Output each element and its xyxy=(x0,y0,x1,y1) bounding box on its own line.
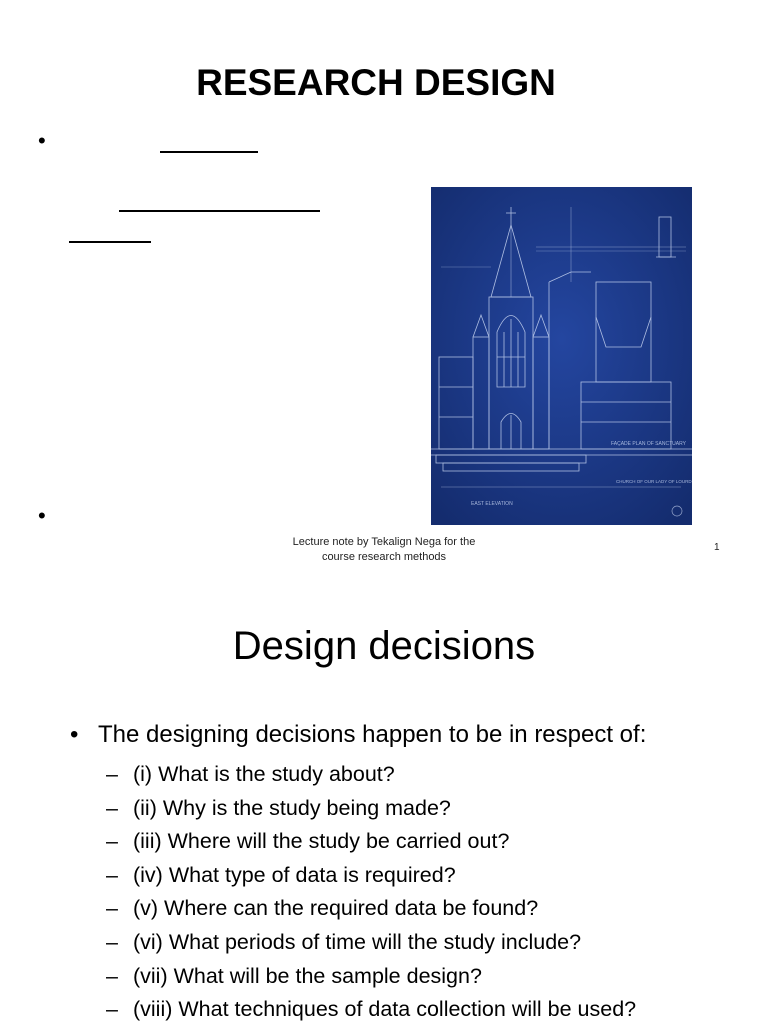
list-item xyxy=(106,993,636,1027)
main-bullet xyxy=(70,720,646,750)
slide-title: RESEARCH DESIGN xyxy=(196,62,556,103)
sub-bullet-list xyxy=(106,758,636,1027)
footer-note xyxy=(270,535,498,565)
dash-marker: – xyxy=(106,997,118,1022)
dash-marker: – xyxy=(106,829,118,854)
blank-underline xyxy=(69,241,151,243)
page-number: 1 xyxy=(714,542,720,553)
blank-underline xyxy=(160,151,258,153)
blueprint-label: EAST ELEVATION xyxy=(471,501,513,507)
list-item-text: (iii) Where will the study be carried out? xyxy=(133,829,510,854)
dash-marker: – xyxy=(106,896,118,921)
list-item-text: (v) Where can the required data be found? xyxy=(133,896,539,921)
list-item xyxy=(106,892,636,926)
list-item-text: (vi) What periods of time will the study include? xyxy=(133,929,582,954)
footer-note-line: Lecture note by Tekalign Nega for the xyxy=(292,536,476,548)
blueprint-label: CHURCH OF OUR LADY OF LOURDES xyxy=(616,479,692,484)
list-item xyxy=(106,926,636,960)
bullet-marker: • xyxy=(70,721,79,748)
list-item-text: (iv) What type of data is required? xyxy=(133,862,456,887)
blueprint-image xyxy=(431,187,692,525)
list-item xyxy=(106,859,636,893)
slide-title: Design decisions xyxy=(232,624,536,668)
list-item xyxy=(106,825,636,859)
blank-underline xyxy=(119,210,320,212)
list-item xyxy=(106,960,636,994)
list-item-text: (i) What is the study about? xyxy=(133,762,395,786)
bullet-marker: • xyxy=(38,128,46,153)
church-blueprint-drawing xyxy=(431,187,692,525)
dash-marker: – xyxy=(106,762,118,786)
main-bullet-text: The designing decisions happen to be in respect of: xyxy=(98,721,647,748)
list-item-text: (viii) What techniques of data collection will be used? xyxy=(133,997,637,1022)
dash-marker: – xyxy=(106,963,118,988)
blueprint-label: FAÇADE PLAN OF SANCTUARY xyxy=(611,441,686,447)
footer-note-line: course research methods xyxy=(321,551,447,563)
slide-design-decisions xyxy=(0,580,768,1024)
dash-marker: – xyxy=(106,862,118,887)
list-item xyxy=(106,792,636,826)
dash-marker: – xyxy=(106,929,118,954)
bullet-marker: • xyxy=(38,503,46,528)
list-item-text: (ii) Why is the study being made? xyxy=(133,795,451,820)
list-item xyxy=(106,758,636,792)
dash-marker: – xyxy=(106,795,118,820)
list-item-text: (vii) What will be the sample design? xyxy=(133,963,482,988)
